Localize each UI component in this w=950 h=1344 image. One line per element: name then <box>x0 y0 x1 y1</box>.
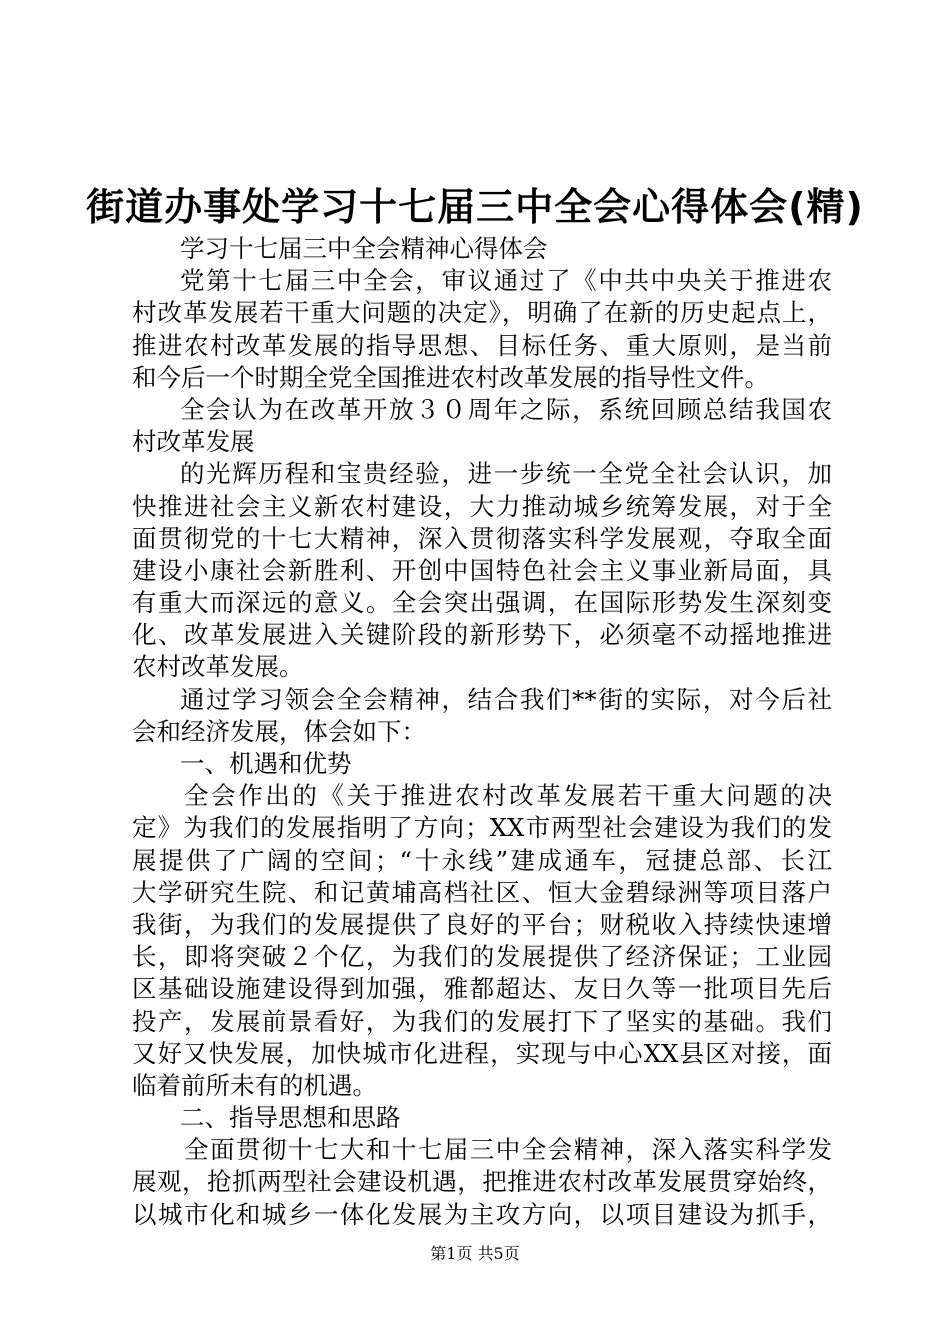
paragraph-line: 全会认为在改革开放３０周年之际，系统回顾总结我国农 <box>180 394 832 424</box>
section-heading: 二、指导思想和思路 <box>180 1103 401 1133</box>
paragraph-line: 党第十七届三中全会，审议通过了《中共中央关于推进农 <box>180 266 832 296</box>
paragraph-line: 区基础设施建设得到加强，雅都超达、友日久等一批项目先后 <box>132 974 832 1004</box>
document-title: 街道办事处学习十七届三中全会心得体会(精) <box>86 185 864 229</box>
paragraph-line: 村改革发展若干重大问题的决定》，明确了在新的历史起点上， <box>132 298 832 328</box>
paragraph-line: 定》为我们的发展指明了方向；XX市两型社会建设为我们的发 <box>132 813 832 843</box>
paragraph-line: 又好又快发展，加快城市化进程，实现与中心XX县区对接，面 <box>132 1038 832 1068</box>
paragraph-line: 的光辉历程和宝贵经验，进一步统一全党全社会认识，加 <box>180 459 832 489</box>
paragraph-line: 投产，发展前景看好，为我们的发展打下了坚实的基础。我们 <box>132 1006 832 1036</box>
paragraph-line: 村改革发展 <box>132 427 255 457</box>
paragraph-line: 和今后一个时期全党全国推进农村改革发展的指导性文件。 <box>132 362 769 392</box>
paragraph-line: 长，即将突破２个亿，为我们的发展提供了经济保证；工业园 <box>132 942 832 972</box>
paragraph-line: 推进农村改革发展的指导思想、目标任务、重大原则，是当前 <box>132 330 832 360</box>
paragraph-line: 全面贯彻十七大和十七届三中全会精神，深入落实科学发 <box>184 1135 832 1165</box>
section-heading: 一、机遇和优势 <box>180 749 352 778</box>
section-subtitle: 学习十七届三中全会精神心得体会 <box>180 234 548 263</box>
page-footer: 第1页 共5页 <box>430 1244 520 1263</box>
paragraph-line: 以城市化和城乡一体化发展为主攻方向，以项目建设为抓手， <box>132 1199 832 1229</box>
paragraph-line: 会和经济发展，体会如下： <box>132 716 426 746</box>
paragraph-line: 临着前所未有的机遇。 <box>132 1070 377 1100</box>
paragraph-line: 快推进社会主义新农村建设，大力推动城乡统筹发展，对于全 <box>132 491 832 521</box>
paragraph-line: 展观，抢抓两型社会建设机遇，把推进农村改革发展贯穿始终， <box>132 1167 832 1197</box>
paragraph-line: 全会作出的《关于推进农村改革发展若干重大问题的决 <box>184 781 832 811</box>
paragraph-line: 通过学习领会全会精神，结合我们**街的实际，对今后社 <box>180 684 832 714</box>
paragraph-line: 化、改革发展进入关键阶段的新形势下，必须毫不动摇地推进 <box>132 620 832 650</box>
paragraph-line: 展提供了广阔的空间；“十永线”建成通车，冠捷总部、长江 <box>132 845 832 875</box>
paragraph-line: 建设小康社会新胜利、开创中国特色社会主义事业新局面，具 <box>132 555 832 585</box>
document-body <box>132 233 832 1231</box>
paragraph-line: 面贯彻党的十七大精神，深入贯彻落实科学发展观，夺取全面 <box>132 523 832 553</box>
paragraph-line: 农村改革发展。 <box>132 652 304 682</box>
paragraph-line: 大学研究生院、和记黄埔高档社区、恒大金碧绿洲等项目落户 <box>132 877 832 907</box>
paragraph-line: 我街，为我们的发展提供了良好的平台；财税收入持续快速增 <box>132 909 832 939</box>
paragraph-line: 有重大而深远的意义。全会突出强调，在国际形势发生深刻变 <box>132 588 832 618</box>
